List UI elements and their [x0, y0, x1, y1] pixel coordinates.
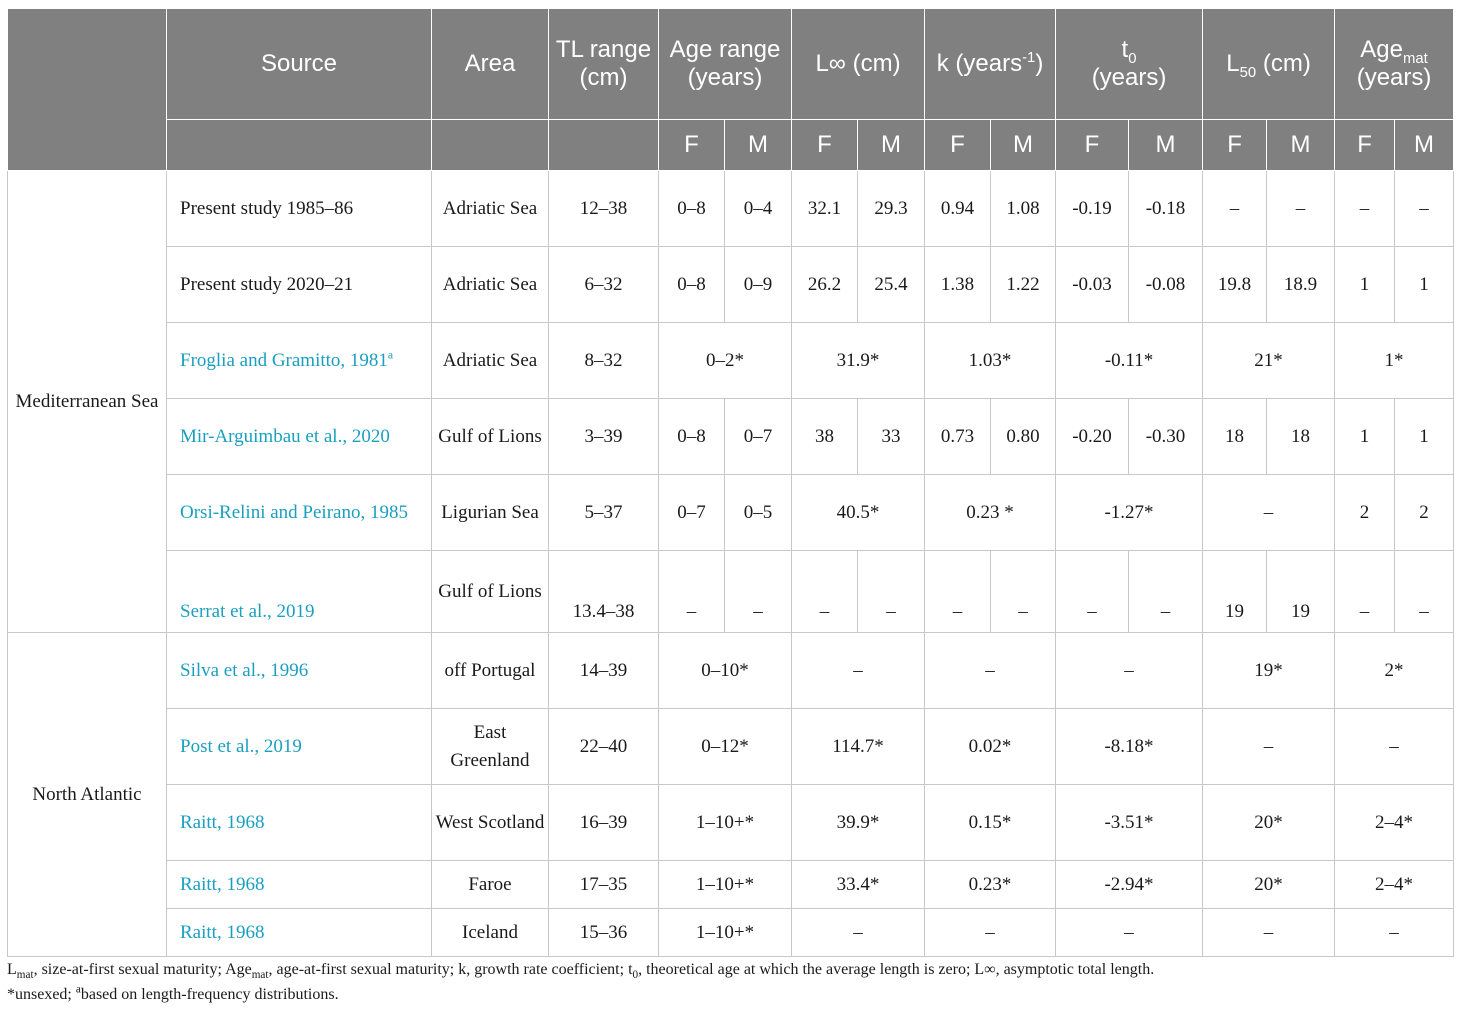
linf-cell: 31.9* [792, 323, 925, 399]
linf-m-cell: – [858, 551, 925, 633]
area-cell: East Greenland [432, 709, 549, 785]
t0-m-cell: -0.18 [1129, 171, 1203, 247]
source-cell [167, 399, 432, 475]
fn-a-mark: a [75, 983, 81, 996]
tl-cell: 16–39 [549, 785, 659, 861]
l50-f-cell: – [1203, 171, 1267, 247]
header-agemat-m: M [1395, 120, 1454, 171]
l50-cell: 20* [1203, 785, 1335, 861]
agemat-cell: – [1335, 909, 1454, 957]
header-t0-sub: 0 [1128, 50, 1137, 67]
header-linf-m: M [858, 120, 925, 171]
age-m-cell: 0–5 [725, 475, 792, 551]
k-cell: – [925, 909, 1056, 957]
fn-lmat-sub: mat [16, 969, 34, 982]
t0-f-cell: -0.20 [1056, 399, 1129, 475]
tl-cell: 6–32 [549, 247, 659, 323]
t0-f-cell: – [1056, 551, 1129, 633]
header-agemat-f: F [1335, 120, 1395, 171]
age-f-cell: – [659, 551, 725, 633]
l50-cell: 19* [1203, 633, 1335, 709]
area-cell: Faroe [432, 861, 549, 909]
k-m-cell: 1.08 [991, 171, 1056, 247]
header-t0-m: M [1129, 120, 1203, 171]
t0-m-cell: – [1129, 551, 1203, 633]
t0-cell: -2.94* [1056, 861, 1203, 909]
header-agemat-base: Age [1360, 36, 1403, 63]
t0-cell: -0.11* [1056, 323, 1203, 399]
linf-cell: 33.4* [792, 861, 925, 909]
linf-f-cell: 26.2 [792, 247, 858, 323]
header-area-blank [432, 120, 549, 171]
header-k-base: k (years [936, 50, 1023, 77]
table-row [8, 323, 1454, 399]
table-header [8, 9, 1454, 171]
t0-cell: -1.27* [1056, 475, 1203, 551]
k-f-cell: – [925, 551, 991, 633]
tl-cell: 3–39 [549, 399, 659, 475]
header-l50 [1203, 9, 1335, 120]
header-agemat-unit: (years) [1356, 64, 1432, 91]
t0-f-cell: -0.03 [1056, 247, 1129, 323]
age-cell: 1–10+* [659, 909, 792, 957]
agemat-cell: – [1335, 709, 1454, 785]
tl-cell: 15–36 [549, 909, 659, 957]
k-m-cell: 1.22 [991, 247, 1056, 323]
l50-cell: – [1203, 909, 1335, 957]
header-source: Source [167, 9, 432, 120]
fn-t0-sub: 0 [632, 969, 639, 982]
l50-m-cell: 18.9 [1267, 247, 1335, 323]
age-f-cell: 0–7 [659, 475, 725, 551]
l50-f-cell: 19.8 [1203, 247, 1267, 323]
age-f-cell: 0–8 [659, 247, 725, 323]
footnote-line-1 [7, 957, 1154, 982]
linf-m-cell: 29.3 [858, 171, 925, 247]
l50-cell: – [1203, 709, 1335, 785]
header-l50-f: F [1203, 120, 1267, 171]
tl-cell: 17–35 [549, 861, 659, 909]
agemat-cell: 2–4* [1335, 861, 1454, 909]
header-k-close: ) [1035, 50, 1044, 77]
age-cell: 1–10+* [659, 861, 792, 909]
linf-cell: 39.9* [792, 785, 925, 861]
source-link[interactable]: Serrat et al., 2019 [180, 601, 315, 622]
header-k-m: M [991, 120, 1056, 171]
table-row [8, 551, 1454, 633]
header-l50-m: M [1267, 120, 1335, 171]
tl-cell: 8–32 [549, 323, 659, 399]
table-body [8, 171, 1454, 957]
l50-cell: 21* [1203, 323, 1335, 399]
header-agemat [1335, 9, 1454, 120]
age-f-cell: 0–8 [659, 399, 725, 475]
k-m-cell: 0.80 [991, 399, 1056, 475]
l50-f-cell: 18 [1203, 399, 1267, 475]
k-cell: 0.23 * [925, 475, 1056, 551]
linf-m-cell: 33 [858, 399, 925, 475]
l50-cell: – [1203, 475, 1335, 551]
area-cell: Gulf of Lions [432, 399, 549, 475]
k-cell: – [925, 633, 1056, 709]
t0-cell: -3.51* [1056, 785, 1203, 861]
agemat-cell: 2* [1335, 633, 1454, 709]
header-t0-base: t [1121, 36, 1129, 63]
header-l50-sub: 50 [1239, 64, 1257, 81]
agemat-m-cell: 1 [1395, 247, 1454, 323]
tl-cell: 13.4–38 [549, 551, 659, 633]
source-link[interactable]: Raitt, 1968 [180, 921, 265, 943]
header-tl-range: TL range (cm) [549, 9, 659, 120]
source-cell [167, 785, 432, 861]
linf-f-cell: 32.1 [792, 171, 858, 247]
agemat-f-cell: 1 [1335, 247, 1395, 323]
agemat-f-cell: – [1335, 551, 1395, 633]
age-f-cell: 0–8 [659, 171, 725, 247]
linf-m-cell: 25.4 [858, 247, 925, 323]
t0-m-cell: -0.30 [1129, 399, 1203, 475]
l50-m-cell: – [1267, 171, 1335, 247]
table-container [7, 8, 1453, 957]
growth-parameters-table [7, 8, 1454, 957]
l50-m-cell: 18 [1267, 399, 1335, 475]
table-footnote [7, 957, 1154, 1007]
source-cell: Present study 1985–86 [167, 171, 432, 247]
source-cell [167, 633, 432, 709]
agemat-f-cell: 1 [1335, 399, 1395, 475]
source-link[interactable]: Orsi-Relini and Peirano, 1985 [180, 501, 408, 523]
header-region [8, 9, 167, 171]
fn-agemat: Age [225, 961, 252, 978]
header-age-f: F [659, 120, 725, 171]
t0-cell: – [1056, 909, 1203, 957]
age-m-cell: 0–4 [725, 171, 792, 247]
linf-cell: – [792, 633, 925, 709]
source-link[interactable]: Post et al., 2019 [180, 735, 302, 757]
k-cell: 0.23* [925, 861, 1056, 909]
fn-unsexed: *unsexed; [7, 986, 76, 1003]
fn-lmat-def: , size-at-first sexual maturity; [33, 961, 226, 978]
k-f-cell: 1.38 [925, 247, 991, 323]
linf-f-cell: – [792, 551, 858, 633]
header-agemat-sub: mat [1402, 50, 1428, 67]
l50-cell: 20* [1203, 861, 1335, 909]
header-linf-f: F [792, 120, 858, 171]
source-cell [167, 323, 432, 399]
k-f-cell: 0.73 [925, 399, 991, 475]
header-age-m: M [725, 120, 792, 171]
agemat-cell: 2–4* [1335, 785, 1454, 861]
linf-cell: 114.7* [792, 709, 925, 785]
agemat-f-cell: 2 [1335, 475, 1395, 551]
fn-a-def: based on length-frequency distributions. [80, 986, 339, 1003]
fn-agemat-def: , age-at-first sexual maturity; k, growth rate coefficient; t [268, 961, 633, 978]
area-cell: Ligurian Sea [432, 475, 549, 551]
header-k [925, 9, 1056, 120]
agemat-m-cell: – [1395, 171, 1454, 247]
table-row [8, 475, 1454, 551]
header-tl-blank [549, 120, 659, 171]
source-cell: Present study 2020–21 [167, 247, 432, 323]
source-cell [167, 909, 432, 957]
area-cell: Iceland [432, 909, 549, 957]
tl-cell: 5–37 [549, 475, 659, 551]
table-row [8, 785, 1454, 861]
tl-cell: 12–38 [549, 171, 659, 247]
linf-cell: 40.5* [792, 475, 925, 551]
source-footnote-mark: a [387, 348, 394, 362]
k-cell: 0.02* [925, 709, 1056, 785]
header-t0 [1056, 9, 1203, 120]
l50-m-cell: 19 [1267, 551, 1335, 633]
source-link[interactable]: Raitt, 1968 [180, 811, 265, 833]
area-cell: West Scotland [432, 785, 549, 861]
header-area: Area [432, 9, 549, 120]
header-t0-f: F [1056, 120, 1129, 171]
table-row [8, 861, 1454, 909]
age-cell: 0–10* [659, 633, 792, 709]
l50-f-cell: 19 [1203, 551, 1267, 633]
header-source-blank [167, 120, 432, 171]
table-row [8, 709, 1454, 785]
k-f-cell: 0.94 [925, 171, 991, 247]
agemat-m-cell: – [1395, 551, 1454, 633]
source-cell [167, 475, 432, 551]
k-cell: 1.03* [925, 323, 1056, 399]
fn-agemat-sub: mat [251, 969, 269, 982]
agemat-cell: 1* [1335, 323, 1454, 399]
source-link[interactable]: Silva et al., 1996 [180, 659, 309, 681]
age-m-cell: 0–9 [725, 247, 792, 323]
source-cell [167, 709, 432, 785]
agemat-m-cell: 1 [1395, 399, 1454, 475]
area-cell: Gulf of Lions [432, 551, 549, 633]
table-row [8, 633, 1454, 709]
fn-lmat: L [7, 961, 17, 978]
agemat-m-cell: 2 [1395, 475, 1454, 551]
footnote-line-2 [7, 982, 1154, 1007]
tl-cell: 22–40 [549, 709, 659, 785]
area-cell: off Portugal [432, 633, 549, 709]
fn-t0-def: , theoretical age at which the average length is zero; L∞, asymptotic total length. [638, 961, 1155, 978]
age-cell: 0–12* [659, 709, 792, 785]
age-cell: 1–10+* [659, 785, 792, 861]
table-row [8, 171, 1454, 247]
header-linf: L∞ (cm) [792, 9, 925, 120]
region-mediterranean: Mediterranean Sea [8, 171, 167, 633]
linf-f-cell: 38 [792, 399, 858, 475]
source-cell [167, 861, 432, 909]
header-k-f: F [925, 120, 991, 171]
age-m-cell: 0–7 [725, 399, 792, 475]
tl-cell: 14–39 [549, 633, 659, 709]
source-link[interactable]: Froglia and Gramitto, 1981 [180, 349, 388, 371]
linf-cell: – [792, 909, 925, 957]
table-row [8, 399, 1454, 475]
age-cell: 0–2* [659, 323, 792, 399]
t0-cell: – [1056, 633, 1203, 709]
area-cell: Adriatic Sea [432, 247, 549, 323]
region-north-atlantic: North Atlantic [8, 633, 167, 957]
k-cell: 0.15* [925, 785, 1056, 861]
agemat-f-cell: – [1335, 171, 1395, 247]
table-row [8, 247, 1454, 323]
source-link[interactable]: Raitt, 1968 [180, 873, 265, 895]
header-k-exp: -1 [1022, 50, 1036, 66]
k-m-cell: – [991, 551, 1056, 633]
t0-cell: -8.18* [1056, 709, 1203, 785]
area-cell: Adriatic Sea [432, 171, 549, 247]
header-l50-base: L [1226, 50, 1240, 77]
area-cell: Adriatic Sea [432, 323, 549, 399]
source-cell [167, 551, 432, 633]
t0-m-cell: -0.08 [1129, 247, 1203, 323]
header-age-range: Age range (years) [659, 9, 792, 120]
source-link[interactable]: Mir-Arguimbau et al., 2020 [180, 425, 390, 447]
age-m-cell: – [725, 551, 792, 633]
t0-f-cell: -0.19 [1056, 171, 1129, 247]
table-row [8, 909, 1454, 957]
header-l50-unit: (cm) [1262, 50, 1311, 77]
header-t0-unit: (years) [1091, 64, 1167, 91]
